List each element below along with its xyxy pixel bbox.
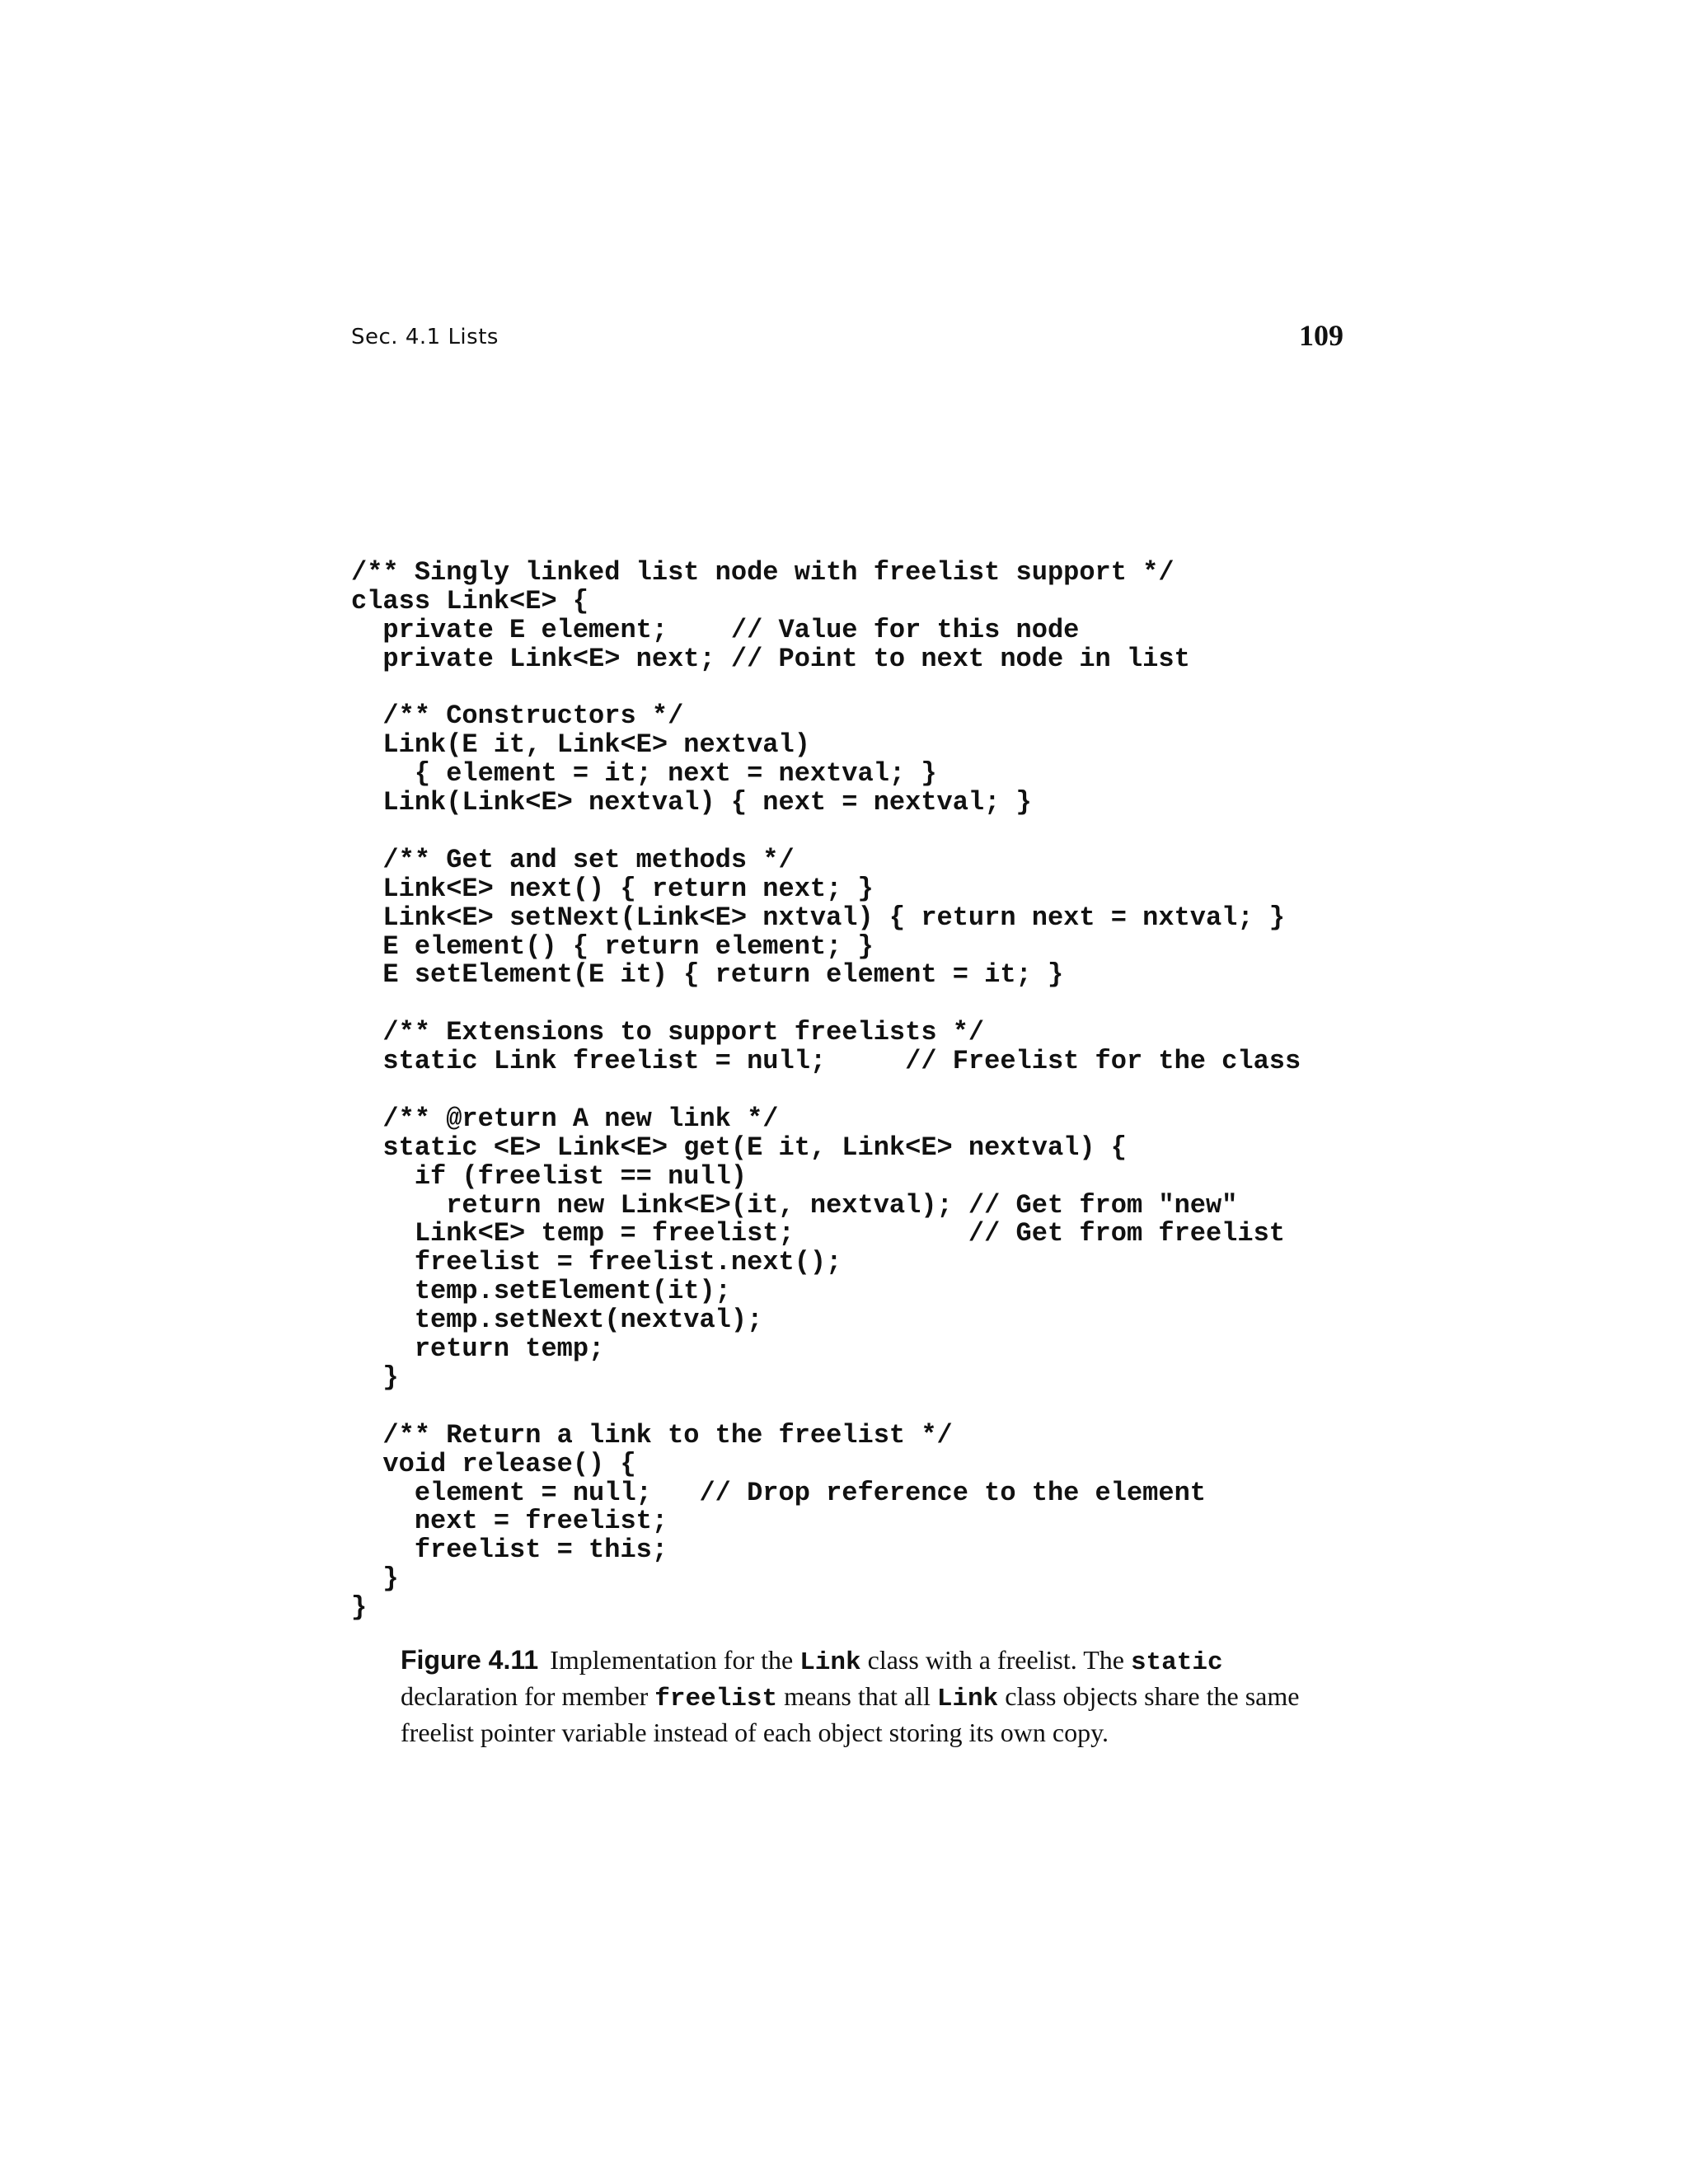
figure-caption xyxy=(401,1643,1315,1749)
caption-code-link: Link xyxy=(936,1685,999,1713)
code-line: next = freelist; xyxy=(351,1506,668,1537)
code-line xyxy=(351,1076,1301,1105)
code-line: return temp; xyxy=(351,1333,605,1365)
code-line: temp.setNext(nextval); xyxy=(351,1305,763,1336)
page-number: 109 xyxy=(1299,319,1343,352)
caption-text: class objects share the same freelist pointer variable instead of each object storing its own copy. xyxy=(401,1681,1300,1747)
code-line: return new Link<E>(it, nextval); // Get from "new" xyxy=(351,1189,1238,1221)
caption-code-static: static xyxy=(1130,1648,1223,1677)
code-listing xyxy=(351,559,1301,1623)
code-line: private Link<E> next; // Point to next node in list xyxy=(351,643,1190,674)
code-line: Link(E it, Link<E> nextval) xyxy=(351,729,810,761)
code-line: void release() { xyxy=(351,1448,636,1479)
code-line: freelist = this; xyxy=(351,1535,668,1566)
code-line: /** Constructors */ xyxy=(351,701,684,732)
code-line: /** Extensions to support freelists */ xyxy=(351,1017,985,1048)
code-line: /** Singly linked list node with freelist support */ xyxy=(351,557,1175,588)
code-line: /** @return A new link */ xyxy=(351,1103,779,1134)
caption-code-link: Link xyxy=(799,1648,861,1677)
code-line: if (freelist == null) xyxy=(351,1160,748,1192)
code-line: E setElement(E it) { return element = it; } xyxy=(351,959,1064,991)
code-line: Link<E> setNext(Link<E> nxtval) { return next = nxtval; } xyxy=(351,902,1285,933)
code-line: freelist = freelist.next(); xyxy=(351,1247,842,1278)
code-line xyxy=(351,1393,1301,1422)
code-line: class Link<E> { xyxy=(351,585,589,616)
code-line: private E element; // Value for this node xyxy=(351,614,1080,645)
code-line: static <E> Link<E> get(E it, Link<E> nextval) { xyxy=(351,1132,1127,1163)
code-line: temp.setElement(it); xyxy=(351,1276,731,1307)
caption-label: Figure 4.11 xyxy=(401,1645,539,1675)
code-line: E element() { return element; } xyxy=(351,930,874,962)
caption-code-freelist: freelist xyxy=(654,1685,778,1713)
code-line: } xyxy=(351,1563,399,1595)
running-head xyxy=(351,318,1343,356)
caption-text: class with a freelist. The xyxy=(860,1645,1131,1675)
code-line: } xyxy=(351,1592,368,1624)
caption-text: declaration for member xyxy=(401,1681,655,1711)
code-line: Link<E> temp = freelist; // Get from freelist xyxy=(351,1218,1285,1249)
caption-text: means that all xyxy=(777,1681,937,1711)
code-line: Link<E> next() { return next; } xyxy=(351,873,874,904)
code-line xyxy=(351,818,1301,846)
code-line: static Link freelist = null; // Freelist for the class xyxy=(351,1046,1301,1077)
caption-text: Implementation for the xyxy=(550,1645,800,1675)
code-line: /** Return a link to the freelist */ xyxy=(351,1419,953,1451)
code-line: /** Get and set methods */ xyxy=(351,844,795,875)
code-line: element = null; // Drop reference to the element xyxy=(351,1477,1206,1508)
code-line: } xyxy=(351,1361,399,1393)
code-line xyxy=(351,674,1301,703)
code-line: Link(Link<E> nextval) { next = nextval; } xyxy=(351,787,1032,818)
section-label: Sec. 4.1 Lists xyxy=(351,325,499,349)
code-line: { element = it; next = nextval; } xyxy=(351,758,937,790)
code-line xyxy=(351,990,1301,1019)
